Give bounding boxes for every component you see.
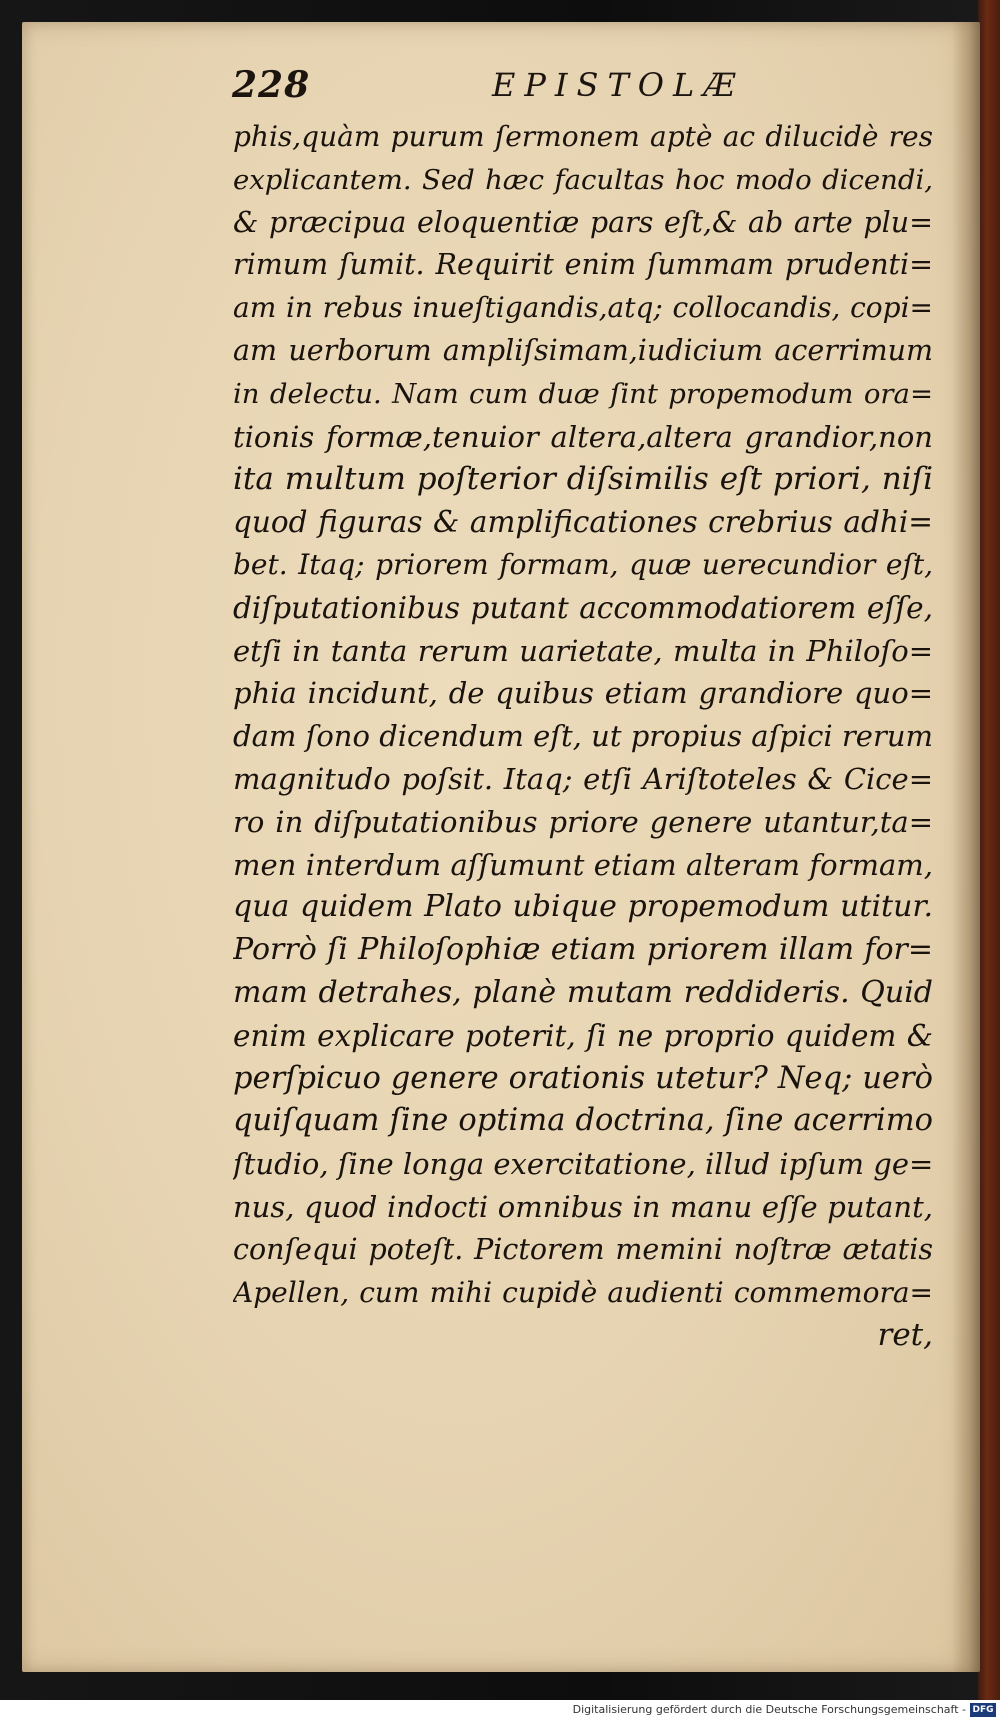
text-line: phis,quàm purum ſermonem aptè ac dilucidè res [233, 120, 933, 153]
text-line: dam ſono dicendum eſt, ut propius aſpici rerum [233, 719, 933, 754]
text-line: etſi in tanta rerum uarietate, multa in Philoſo= [233, 633, 933, 668]
text-line: in delectu. Nam cum duæ ſint propemodum ora= [233, 377, 933, 410]
catchword: ret, [877, 1317, 933, 1354]
text-line: men interdum aſſumunt etiam alteram formam, [233, 847, 933, 882]
text-line: am uerborum ampliſsimam,iudicium acerrimum [233, 333, 933, 367]
text-line: Porrò ſi Philoſophiæ etiam priorem illam for= [233, 932, 933, 968]
text-line: magnitudo poſsit. Itaq; etſi Ariſtoteles & Cice= [233, 761, 933, 796]
text-line: tionis formæ,tenuior altera,altera grandior,non [233, 419, 933, 454]
text-line: explicantem. Sed hæc facultas hoc modo dicendi, [233, 163, 933, 196]
text-line: quiſquam ſine optima doctrina, ſine acerrimo [233, 1103, 933, 1139]
funding-credit: Digitalisierung gefördert durch die Deutsche Forschungsgemeinschaft - [572, 1703, 966, 1716]
page-header [232, 64, 932, 116]
text-line: ro in diſputationibus priore genere utantur,ta= [233, 804, 933, 839]
text-line: bet. Itaq; priorem formam, quæ uerecundior eſt, [233, 547, 933, 581]
text-line: conſequi poteſt. Pictorem memini noſtræ ætatis [233, 1232, 933, 1266]
body-text [233, 116, 933, 1357]
text-line: Apellen, cum mihi cupidè audienti commemora= [233, 1275, 933, 1309]
text-line: quod figuras & amplificationes crebrius adhi= [233, 505, 933, 540]
text-line: rimum ſumit. Requirit enim ſummam prudenti= [233, 248, 933, 282]
text-line: ſtudio, ſine longa exercitatione, illud ipſum ge= [233, 1147, 933, 1182]
text-line: nus, quod indocti omnibus in manu eſſe putant, [233, 1189, 933, 1224]
text-line: phia incidunt, de quibus etiam grandiore quo= [233, 676, 933, 711]
text-line: perſpicuo genere orationis utetur? Neq; uerò [233, 1060, 933, 1096]
text-line: enim explicare poterit, ſi ne proprio quidem & [233, 1018, 933, 1053]
text-line: am in rebus inueſtigandis,atq; collocandis, copi= [233, 291, 933, 325]
page-edge-shadow [952, 22, 980, 1672]
book-spine [978, 0, 1000, 1700]
text-line: qua quidem Plato ubique propemodum utitur. [233, 889, 933, 925]
page-number: 228 [232, 64, 311, 106]
running-head: EPISTOLÆ [492, 66, 745, 104]
text-line: mam detrahes, planè mutam reddideris. Quid [233, 974, 933, 1010]
digitization-footer [0, 1700, 1000, 1721]
dfg-logo-icon: DFG [970, 1703, 996, 1717]
text-line: diſputationibus putant accommodatiorem eſſe, [233, 590, 933, 625]
text-line: ita multum poſterior diſsimilis eſt priori, niſi [233, 461, 933, 498]
text-line: & præcipua eloquentiæ pars eſt,& ab arte plu= [233, 205, 933, 239]
